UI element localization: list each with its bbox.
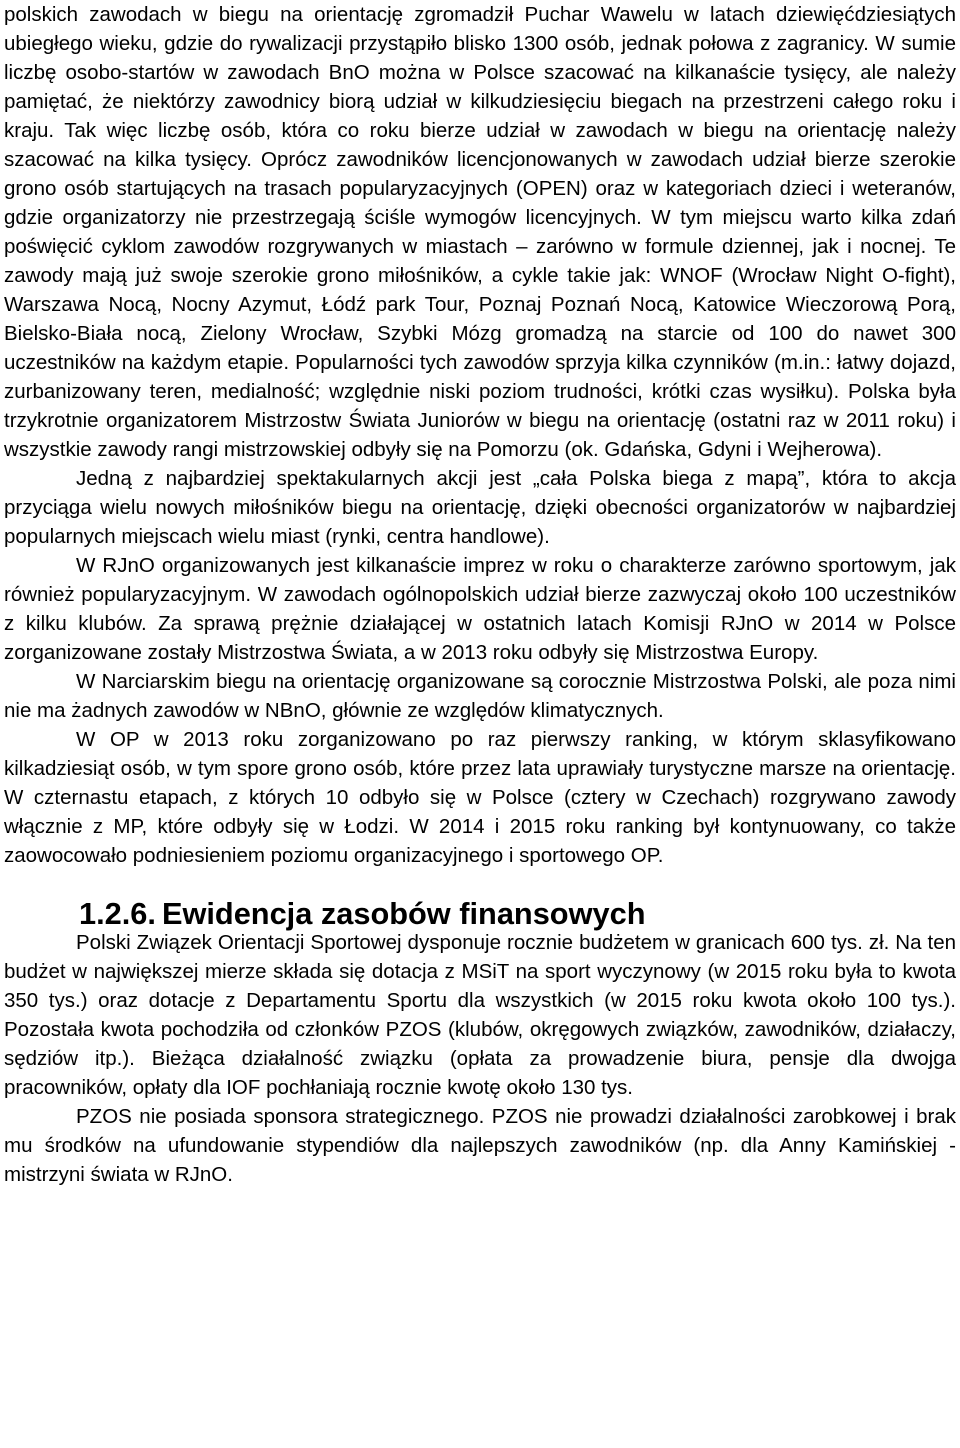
section-number: 1.2.6. xyxy=(79,896,156,931)
section-heading xyxy=(4,896,956,931)
paragraph-op-ranking: W OP w 2013 roku zorganizowano po raz pierwszy ranking, w którym sklasyfikowano kilkadziesiąt osób, w tym spore grono osób, które przez lata uprawiały turystyczne marsze na orientację. W czternastu etapach, z których 10 odbyło się w Polsce (cztery w Czechach) rozgrywano zawody włącznie z MP, które odbyły się w Łodzi. W 2014 i 2015 roku ranking był kontynuowany, co także zaowocowało podniesieniem poziomu organizacyjnego i sportowego OP. xyxy=(4,728,956,867)
section-title: Ewidencja zasobów finansowych xyxy=(161,896,646,931)
paragraph-budget: Polski Związek Orientacji Sportowej dysponuje rocznie budżetem w granicach 600 tys. zł. Na ten budżet w największej mierze składa się dotacja z MSiT na sport wyczynowy (w 2015 roku była to kwota 350 tys.) oraz dotacje z Departamentu Sportu dla wszystkich (w 2015 roku kwota około 100 tys.). Pozostała kwota pochodziła od członków PZOS (klubów, okręgowych związków, zawodników, działaczy, sędziów itp.). Bieżąca działalność związku (opłata za prowadzenie biura, pensje dla dwojga pracowników, opłaty dla IOF pochłaniają rocznie kwotę około 130 tys. xyxy=(4,931,956,1099)
paragraph-nbno: W Narciarskim biegu na orientację organizowane są corocznie Mistrzostwa Polski, ale poza nimi nie ma żadnych zawodów w NBnO, głównie ze względów klimatycznych. xyxy=(4,670,956,722)
paragraph-rjno: W RJnO organizowanych jest kilkanaście imprez w roku o charakterze zarówno sportowym, jak również popularyzacyjnym. W zawodach ogólnopolskich udział bierze zazwyczaj około 100 uczestników z kilku klubów. Za sprawą prężnie działającej w ostatnich latach Komisji RJnO w 2014 w Polsce zorganizowane zostały Mistrzostwa Świata, a w 2013 roku odbyły się Mistrzostwa Europy. xyxy=(4,554,956,664)
document-page xyxy=(4,0,956,1189)
paragraph-world-events: polskich zawodach w biegu na orientację zgromadził Puchar Wawelu w latach dziewięćdziesiątych ubiegłego wieku, gdzie do rywalizacji przystąpiło blisko 1300 osób, jednak połowa z zagranicy. W sumie liczbę osobo-startów w zawodach BnO można w Polsce szacować na kilkanaście tysięcy, ale należy pamiętać, że niektórzy zawodnicy biorą udział w kilkudziesięciu biegach na przestrzeni całego roku i kraju. Tak więc liczbę osób, która co roku bierze udział w zawodach w biegu na orientację należy szacować na kilka tysięcy. Oprócz zawodników licencjonowanych w zawodach udział bierze szerokie grono osób startujących na trasach popularyzacyjnych (OPEN) oraz w kategoriach dzieci i weteranów, gdzie organizatorzy nie przestrzegają ściśle wymogów licencyjnych. W tym miejscu warto kilka zdań poświęcić cyklom zawodów rozgrywanych w miastach – zarówno w formule dziennej, jak i nocnej. Te zawody mają już swoje szerokie grono miłośników, a cykle takie jak: WNOF (Wrocław Night O-fight), Warszawa Nocą, Nocny Azymut, Łódź park Tour, Poznaj Poznań Nocą, Katowice Wieczorową Porą, Bielsko-Biała nocą, Zielony Wrocław, Szybki Mózg gromadzą na starcie od 100 do nawet 300 uczestników na każdym etapie. Popularności tych zawodów sprzyja kilka czynników (m.in.: łatwy dojazd, zurbanizowany teren, medialność; względnie niski poziom trudności, krótki czas wysiłku). Polska była trzykrotnie organizatorem Mistrzostw Świata Juniorów w biegu na orientację (ostatni raz w 2011 roku) i wszystkie zawody rangi mistrzowskiej odbyły się na Pomorzu (ok. Gdańska, Gdyni i Wejherowa). xyxy=(4,3,956,461)
paragraph-poland-runs-with-map: Jedną z najbardziej spektakularnych akcji jest „cała Polska biega z mapą”, która to akcja przyciąga wielu nowych miłośników biegu na orientację, dzięki obecności organizatorów w najbardziej popularnych miejscach wielu miast (rynki, centra handlowe). xyxy=(4,467,956,548)
paragraph-sponsor: PZOS nie posiada sponsora strategicznego. PZOS nie prowadzi działalności zarobkowej i brak mu środków na ufundowanie stypendiów dla najlepszych zawodników (np. dla Anny Kamińskiej - mistrzyni świata w RJnO. xyxy=(4,1105,956,1186)
section-spacer xyxy=(4,870,956,899)
